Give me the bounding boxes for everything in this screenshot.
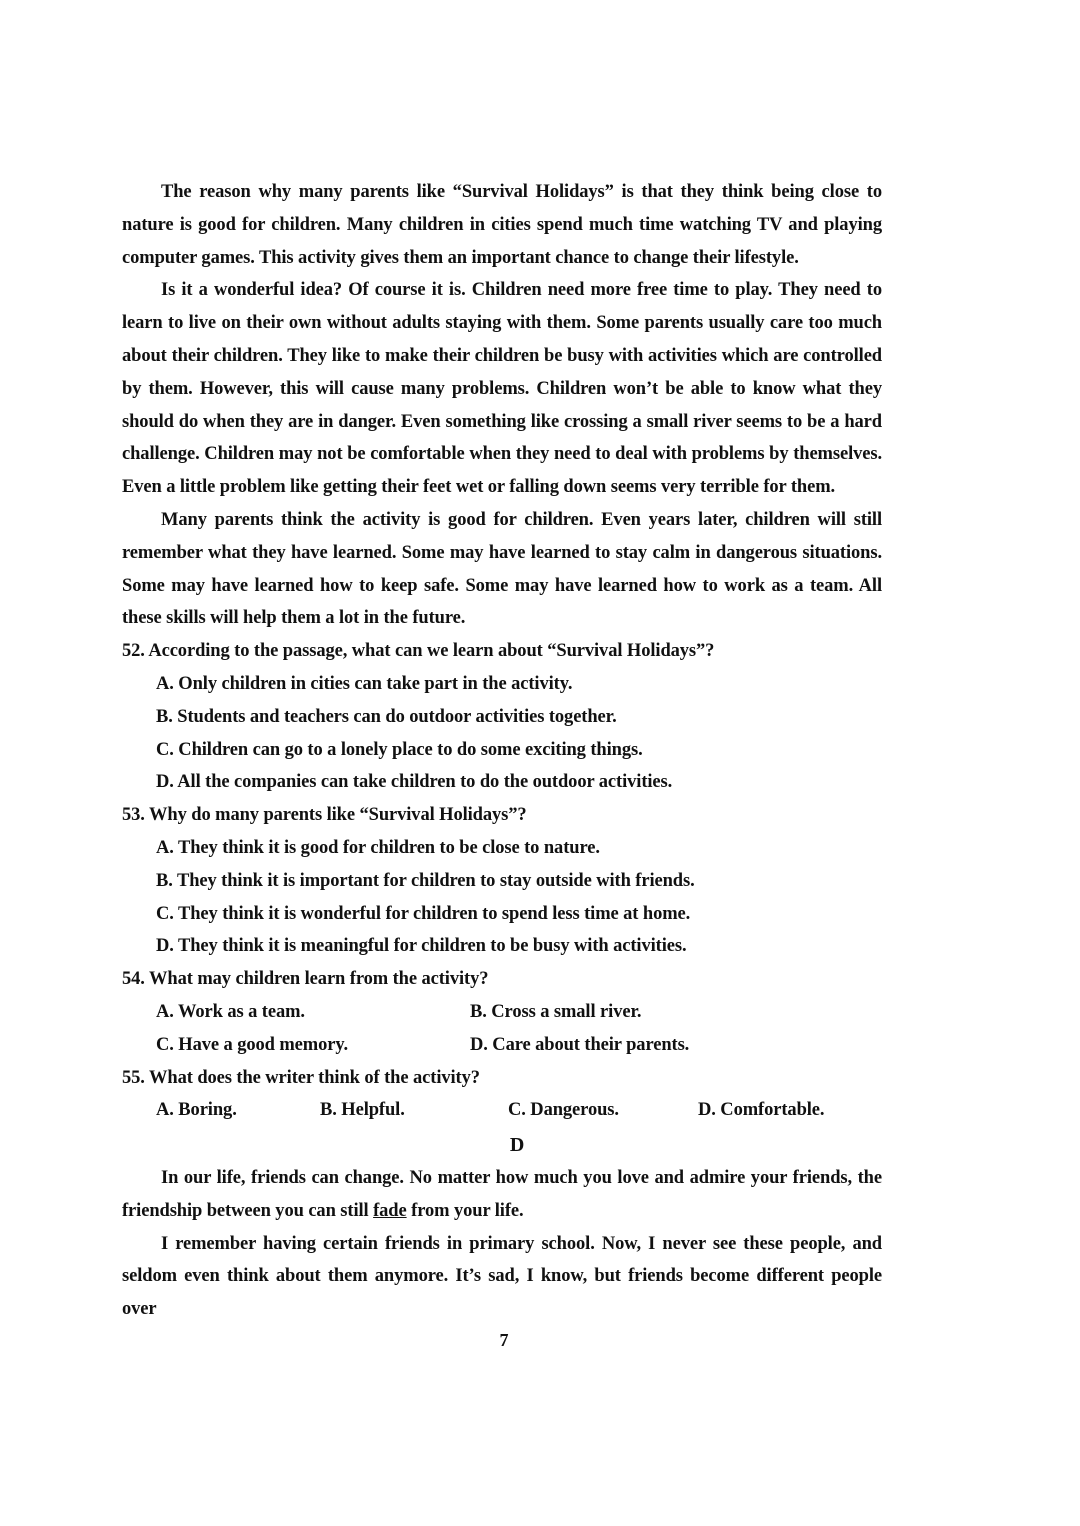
question-55-option-a: A. Boring. — [156, 1100, 237, 1121]
question-53-stem: 53. Why do many parents like “Survival Holidays”? — [122, 805, 527, 826]
section-d-paragraph-1 — [122, 1162, 882, 1228]
question-54-stem: 54. What may children learn from the activity? — [122, 969, 489, 990]
question-53-option-a: A. They think it is good for children to be close to nature. — [156, 837, 600, 858]
question-53-option-d: D. They think it is meaningful for children to be busy with activities. — [156, 936, 687, 957]
question-54-options — [122, 996, 882, 1062]
question-55-stem: 55. What does the writer think of the activity? — [122, 1067, 480, 1088]
question-52-option-d: D. All the companies can take children to do the outdoor activities. — [156, 772, 673, 793]
question-52-option-a: A. Only children in cities can take part in the activity. — [156, 673, 573, 694]
question-54-option-d: D. Care about their parents. — [470, 1034, 690, 1055]
section-d-heading: D — [509, 1134, 525, 1157]
question-55-options — [122, 1094, 882, 1127]
question-55-option-c: C. Dangerous. — [508, 1100, 619, 1121]
section-d-p1-text-end: from your life. — [406, 1200, 524, 1221]
section-d-paragraph-2: I remember having certain friends in primary school. Now, I never see these people, and seldom even think about them anymore. It’s sad, I know, but friends become different people over — [122, 1233, 882, 1320]
question-54-option-c: C. Have a good memory. — [156, 1034, 349, 1055]
question-52-stem: 52. According to the passage, what can we learn about “Survival Holidays”? — [122, 641, 715, 662]
question-53-option-c: C. They think it is wonderful for children to spend less time at home. — [156, 903, 691, 924]
question-53-option-b: B. They think it is important for children to stay outside with friends. — [156, 870, 695, 891]
passage-paragraph-1: The reason why many parents like “Survival Holidays” is that they think being close to nature is good for children. Many children in cities spend much time watching TV and playing computer games. This activity gives them an important chance to change their lifestyle. — [122, 182, 882, 268]
page-number: 7 — [499, 1330, 509, 1350]
underlined-word-fade: fade — [373, 1200, 407, 1221]
passage-paragraph-3: Many parents think the activity is good for children. Even years later, children will still remember what they have learned. Some may have learned to stay calm in dangerous situations. Some may have learned how to keep safe. Some may have learned how to work as a team. All these skills will help them a lot in the future. — [122, 509, 882, 629]
question-54-option-a: A. Work as a team. — [156, 1001, 305, 1022]
section-d-p1-text-start: In our life, friends can change. No matter how much you love and admire your friends, the friendship between you can still — [122, 1167, 882, 1221]
question-55-option-d: D. Comfortable. — [698, 1100, 825, 1121]
question-52-option-c: C. Children can go to a lonely place to do some exciting things. — [156, 739, 643, 760]
question-52-option-b: B. Students and teachers can do outdoor activities together. — [156, 706, 617, 727]
reading-passage-c — [122, 176, 882, 1326]
passage-paragraph-2: Is it a wonderful idea? Of course it is. Children need more free time to play. They need to learn to live on their own without adults staying with them. Some parents usually care too much about their children. They like to make their children be busy with activities which are controlled by them. However, this will cause many problems. Children won’t be able to know what they should do when they are in danger. Even something like crossing a small river seems to be a hard challenge. Children may not be comfortable when they need to deal with problems by themselves. Even a little problem like getting their feet wet or falling down seems very terrible for them. — [122, 280, 882, 498]
question-54-option-b: B. Cross a small river. — [470, 1001, 642, 1022]
question-55-option-b: B. Helpful. — [320, 1100, 405, 1121]
